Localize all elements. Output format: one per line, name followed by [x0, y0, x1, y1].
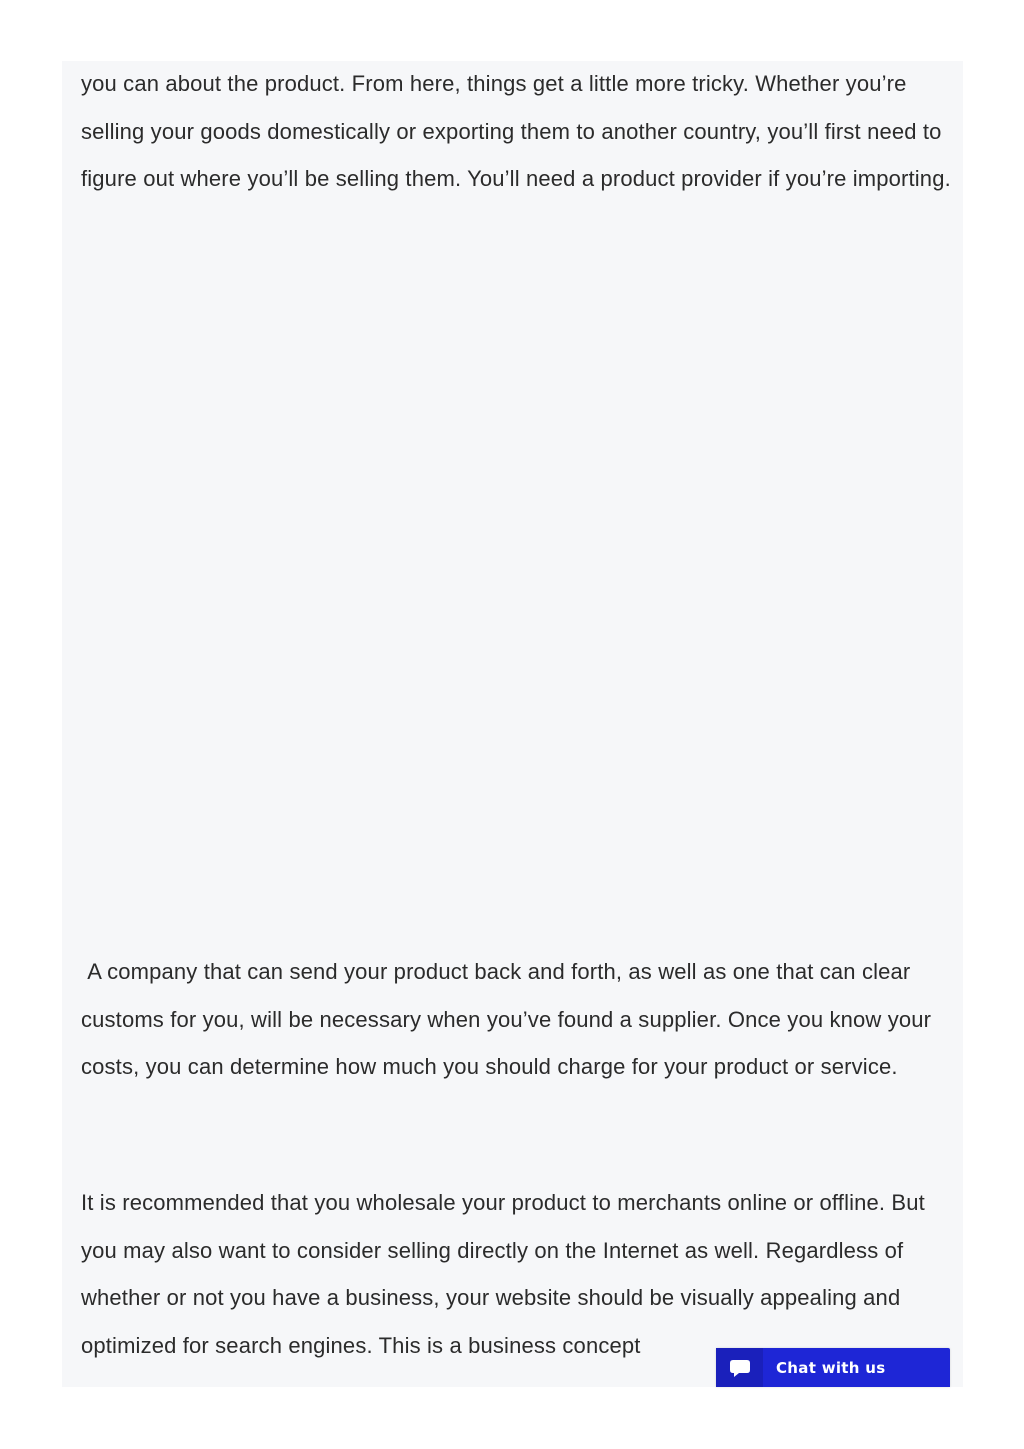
article-paragraph: It is recommended that you wholesale your product to merchants online or offline. But you may also want to consider selling directly on the Internet as well. Regardless of whether or not you have a business, your website should be visually appealing and optimized for search engines. This is a business concept	[81, 1190, 932, 1358]
chat-icon-container	[716, 1348, 763, 1387]
article-body	[62, 61, 963, 1387]
empty-ad-slot	[62, 261, 963, 921]
chat-label: Chat with us	[776, 1358, 886, 1377]
speech-bubble-icon	[729, 1357, 751, 1379]
article-paragraph: A company that can send your product back and forth, as well as one that can clear customs for you, will be necessary when you’ve found a supplier. Once you know your costs, you can determine how much you should charge for your product or service.	[81, 959, 938, 1079]
chat-with-us-button[interactable]	[716, 1348, 950, 1387]
article-paragraph: you can about the product. From here, things get a little more tricky. Whether you’re selling your goods domestically or exporting them to another country, you’ll first need to figure out where you’ll be selling them. You’ll need a product provider if you’re importing.	[81, 71, 951, 191]
